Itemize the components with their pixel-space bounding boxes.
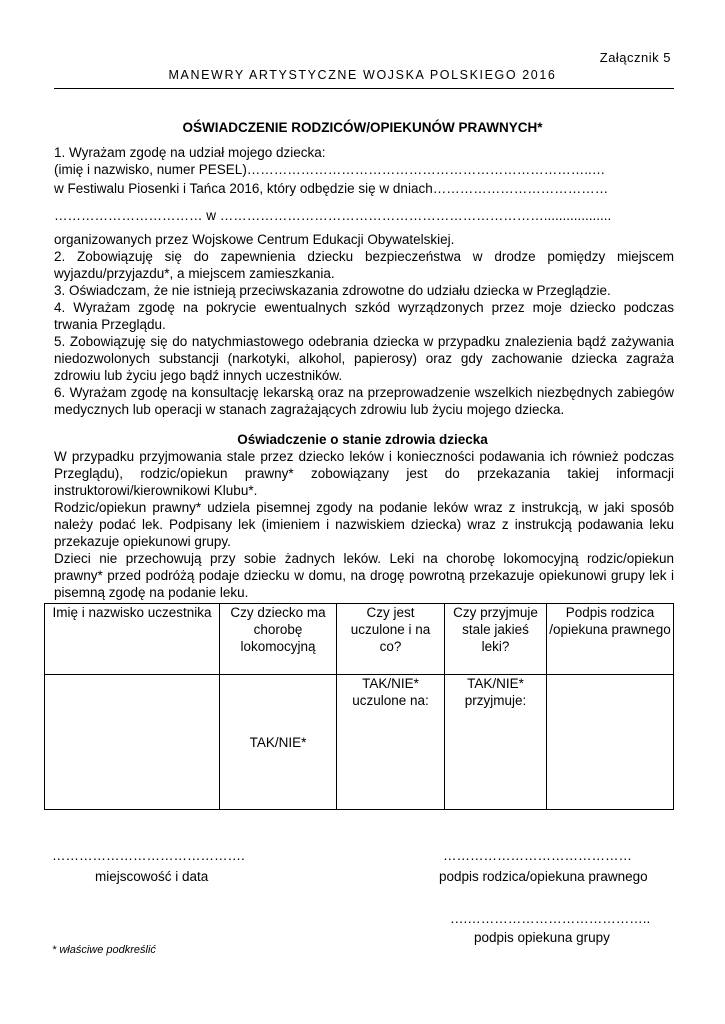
- attachment-number: Załącznik 5: [599, 50, 671, 65]
- page-title: OŚWIADCZENIE RODZICÓW/OPIEKUNÓW PRAWNYCH*: [182, 120, 543, 135]
- consent-paragraphs: [54, 231, 674, 418]
- consent-paragraph-6: 6. Wyrażam zgodę na konsultację lekarską oraz na przeprowadzenie wszelkich niezbędnych zabiegów medycznych lub operacji w stanach zagrażających zdrowiu lub życiu mojego dziecka.: [54, 385, 674, 417]
- cell-signature[interactable]: [547, 675, 674, 810]
- consent-line-3: w Festiwalu Piosenki i Tańca 2016, który odbędzie się w dniach…………………………………: [54, 181, 609, 196]
- parent-signature-label: podpis rodzica/opiekuna prawnego: [439, 869, 648, 884]
- header-signature: Podpis rodzica /opiekuna prawnego: [547, 604, 674, 675]
- consent-paragraph-3: 3. Oświadczam, że nie istnieją przeciwskazania zdrowotne do udziału dziecka w Przeglądzie.: [54, 283, 611, 298]
- consent-line-4: …………………………… w ………………………………………………………………..................: [54, 208, 612, 223]
- group-guardian-dots: ….…………………………………..: [450, 911, 651, 926]
- health-section-title: Oświadczenie o stanie zdrowia dziecka: [237, 432, 488, 447]
- cell-allergy[interactable]: TAK/NIE* uczulone na:: [337, 675, 445, 810]
- health-table: [44, 603, 674, 810]
- consent-line-1: 1. Wyrażam zgodę na udział mojego dziecka:: [54, 145, 326, 160]
- consent-paragraph-1: organizowanych przez Wojskowe Centrum Edukacji Obywatelskiej.: [54, 232, 455, 247]
- place-date-dots: …………………………………….: [52, 848, 245, 863]
- health-paragraph-2: Rodzic/opiekun prawny* udziela pisemnej zgody na podanie leków wraz z instrukcją, w jaki sposób należy podać lek. Podpisany lek (imieniem i nazwiskiem dziecka) wraz z instrukcją podawania leku przekazuje opiekunowi grupy.: [54, 500, 674, 549]
- consent-line-2: (imię i nazwisko, numer PESEL)…………………………………………………………………..…: [54, 162, 606, 177]
- document-header: MANEWRY ARTYSTYCZNE WOJSKA POLSKIEGO 2016: [168, 68, 557, 82]
- footnote: * właściwe podkreślić: [52, 944, 156, 956]
- parent-signature-dots: ……………………………………: [443, 848, 632, 863]
- header-motion-sickness: Czy dziecko ma chorobę lokomocyjną: [220, 604, 337, 675]
- cell-motion-sickness[interactable]: TAK/NIE*: [220, 675, 337, 810]
- consent-paragraph-4: 4. Wyrażam zgodę na pokrycie ewentualnych szkód wyrządzonych przez moje dziecko podczas trwania Przeglądu.: [54, 300, 674, 332]
- group-guardian-label: podpis opiekuna grupy: [474, 930, 610, 945]
- health-paragraph-3: Dzieci nie przechowują przy sobie żadnych leków. Leki na chorobę lokomocyjną rodzic/opiekun prawny* przed podróżą podaje dziecku w domu, na drogę powrotną przekazuje opiekunowi grupy lek i pisemną zgodę na podanie leku.: [54, 551, 674, 600]
- cell-medication[interactable]: TAK/NIE* przyjmuje:: [445, 675, 547, 810]
- header-medication: Czy przyjmuje stale jakieś leki?: [445, 604, 547, 675]
- table-header-row: [45, 604, 674, 675]
- health-paragraphs: [54, 448, 674, 601]
- place-date-label: miejscowość i data: [95, 869, 209, 884]
- consent-paragraph-5: 5. Zobowiązuję się do natychmiastowego odebrania dziecka w przypadku znalezienia bądź zażywania niedozwolonych substancji (narkotyki, alkohol, papierosy) oraz gdy zachowanie dziecka zagraża zdrowiu lub życiu jego bądź innych uczestników.: [54, 334, 674, 383]
- health-paragraph-1: W przypadku przyjmowania stale przez dziecko leków i konieczności podawania ich również podczas Przeglądu), rodzic/opiekun prawny* zobowiązany jest do przekazania takiej informacji instruktorowi/kierownikowi Klubu*.: [54, 449, 674, 498]
- header-name: Imię i nazwisko uczestnika: [45, 604, 220, 675]
- table-row: [45, 675, 674, 810]
- cell-name[interactable]: [45, 675, 220, 810]
- consent-paragraph-2: 2. Zobowiązuję się do zapewnienia dziecku bezpieczeństwa w drodze pomiędzy miejscem wyjazdu/przyjazdu*, a miejscem zamieszkania.: [54, 249, 674, 281]
- header-allergy: Czy jest uczulone i na co?: [337, 604, 445, 675]
- header-rule: [54, 88, 674, 89]
